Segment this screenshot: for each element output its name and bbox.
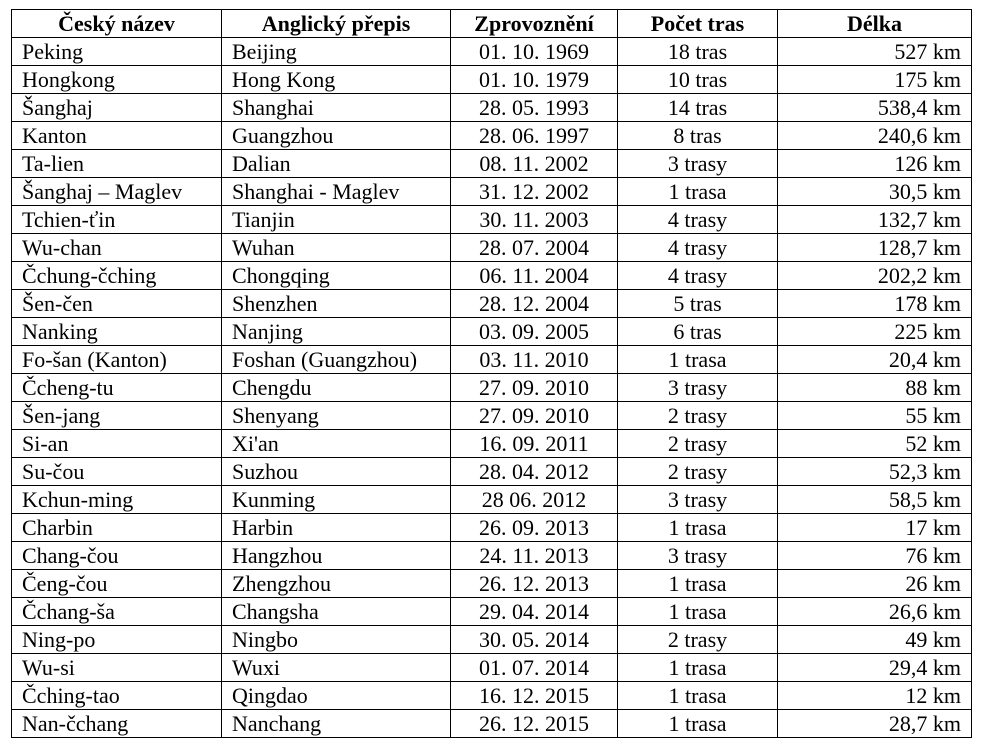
cell-czech-name: Čchang-ša [12, 598, 222, 626]
table-row [12, 178, 972, 206]
cell-routes: 3 trasy [618, 374, 778, 402]
cell-opened: 03. 09. 2005 [451, 318, 618, 346]
table-row [12, 318, 972, 346]
cell-routes: 4 trasy [618, 206, 778, 234]
table-row [12, 570, 972, 598]
header-routes: Počet tras [618, 10, 778, 38]
cell-czech-name: Ning-po [12, 626, 222, 654]
cell-opened: 16. 12. 2015 [451, 682, 618, 710]
cell-routes: 10 tras [618, 66, 778, 94]
cell-english-name: Shenzhen [222, 290, 451, 318]
cell-czech-name: Nanking [12, 318, 222, 346]
table-row [12, 402, 972, 430]
cell-opened: 08. 11. 2002 [451, 150, 618, 178]
cell-opened: 31. 12. 2002 [451, 178, 618, 206]
cell-length: 126 km [778, 150, 972, 178]
cell-routes: 1 trasa [618, 346, 778, 374]
table-row [12, 374, 972, 402]
cell-length: 58,5 km [778, 486, 972, 514]
cell-czech-name: Šanghaj – Maglev [12, 178, 222, 206]
cell-english-name: Xi'an [222, 430, 451, 458]
cell-opened: 01. 10. 1979 [451, 66, 618, 94]
table-row [12, 654, 972, 682]
cell-length: 527 km [778, 38, 972, 66]
cell-opened: 26. 12. 2013 [451, 570, 618, 598]
header-length: Délka [778, 10, 972, 38]
table-row [12, 542, 972, 570]
cell-opened: 24. 11. 2013 [451, 542, 618, 570]
table-row [12, 290, 972, 318]
cell-czech-name: Wu-si [12, 654, 222, 682]
cell-czech-name: Čchung-čching [12, 262, 222, 290]
cell-length: 52 km [778, 430, 972, 458]
cell-opened: 26. 12. 2015 [451, 710, 618, 738]
cell-english-name: Nanjing [222, 318, 451, 346]
cell-czech-name: Čching-tao [12, 682, 222, 710]
cell-czech-name: Si-an [12, 430, 222, 458]
cell-english-name: Foshan (Guangzhou) [222, 346, 451, 374]
cell-opened: 01. 10. 1969 [451, 38, 618, 66]
table-body [12, 38, 972, 738]
cell-english-name: Hangzhou [222, 542, 451, 570]
cell-routes: 1 trasa [618, 514, 778, 542]
cell-english-name: Chongqing [222, 262, 451, 290]
cell-english-name: Chengdu [222, 374, 451, 402]
cell-czech-name: Čeng-čou [12, 570, 222, 598]
table-row [12, 150, 972, 178]
header-english-name: Anglický přepis [222, 10, 451, 38]
table-row [12, 262, 972, 290]
cell-english-name: Nanchang [222, 710, 451, 738]
cell-opened: 27. 09. 2010 [451, 402, 618, 430]
cell-length: 178 km [778, 290, 972, 318]
cell-length: 202,2 km [778, 262, 972, 290]
cell-opened: 01. 07. 2014 [451, 654, 618, 682]
cell-opened: 27. 09. 2010 [451, 374, 618, 402]
cell-length: 17 km [778, 514, 972, 542]
cell-length: 12 km [778, 682, 972, 710]
cell-length: 26,6 km [778, 598, 972, 626]
cell-length: 132,7 km [778, 206, 972, 234]
cell-routes: 1 trasa [618, 598, 778, 626]
cell-opened: 28. 04. 2012 [451, 458, 618, 486]
table-row [12, 346, 972, 374]
table-row [12, 514, 972, 542]
cell-routes: 1 trasa [618, 570, 778, 598]
cell-routes: 3 trasy [618, 486, 778, 514]
cell-opened: 03. 11. 2010 [451, 346, 618, 374]
cell-czech-name: Šen-čen [12, 290, 222, 318]
cell-czech-name: Hongkong [12, 66, 222, 94]
cell-length: 88 km [778, 374, 972, 402]
cell-length: 20,4 km [778, 346, 972, 374]
metro-systems-table [11, 9, 972, 738]
cell-opened: 06. 11. 2004 [451, 262, 618, 290]
cell-length: 52,3 km [778, 458, 972, 486]
cell-opened: 29. 04. 2014 [451, 598, 618, 626]
cell-length: 55 km [778, 402, 972, 430]
cell-length: 49 km [778, 626, 972, 654]
cell-routes: 5 tras [618, 290, 778, 318]
cell-routes: 3 trasy [618, 150, 778, 178]
cell-czech-name: Čcheng-tu [12, 374, 222, 402]
cell-english-name: Wuhan [222, 234, 451, 262]
cell-length: 29,4 km [778, 654, 972, 682]
table-row [12, 458, 972, 486]
cell-opened: 28 06. 2012 [451, 486, 618, 514]
cell-length: 30,5 km [778, 178, 972, 206]
cell-czech-name: Kchun-ming [12, 486, 222, 514]
cell-length: 26 km [778, 570, 972, 598]
cell-routes: 1 trasa [618, 178, 778, 206]
cell-routes: 2 trasy [618, 430, 778, 458]
cell-english-name: Guangzhou [222, 122, 451, 150]
cell-length: 175 km [778, 66, 972, 94]
cell-length: 240,6 km [778, 122, 972, 150]
cell-routes: 2 trasy [618, 626, 778, 654]
cell-length: 128,7 km [778, 234, 972, 262]
cell-czech-name: Kanton [12, 122, 222, 150]
table-row [12, 94, 972, 122]
table-header [12, 10, 972, 38]
cell-czech-name: Šanghaj [12, 94, 222, 122]
cell-czech-name: Chang-čou [12, 542, 222, 570]
cell-english-name: Wuxi [222, 654, 451, 682]
table-row [12, 682, 972, 710]
cell-opened: 28. 06. 1997 [451, 122, 618, 150]
table-row [12, 430, 972, 458]
table-row [12, 206, 972, 234]
cell-routes: 18 tras [618, 38, 778, 66]
cell-routes: 1 trasa [618, 654, 778, 682]
cell-czech-name: Charbin [12, 514, 222, 542]
cell-english-name: Changsha [222, 598, 451, 626]
table-row [12, 66, 972, 94]
cell-czech-name: Peking [12, 38, 222, 66]
cell-length: 538,4 km [778, 94, 972, 122]
cell-czech-name: Nan-čchang [12, 710, 222, 738]
cell-czech-name: Su-čou [12, 458, 222, 486]
cell-english-name: Kunming [222, 486, 451, 514]
cell-english-name: Hong Kong [222, 66, 451, 94]
cell-routes: 4 trasy [618, 262, 778, 290]
cell-english-name: Harbin [222, 514, 451, 542]
cell-routes: 1 trasa [618, 682, 778, 710]
cell-routes: 4 trasy [618, 234, 778, 262]
cell-opened: 28. 05. 1993 [451, 94, 618, 122]
cell-routes: 8 tras [618, 122, 778, 150]
cell-english-name: Ningbo [222, 626, 451, 654]
table-row [12, 626, 972, 654]
cell-english-name: Tianjin [222, 206, 451, 234]
cell-routes: 2 trasy [618, 458, 778, 486]
cell-opened: 30. 11. 2003 [451, 206, 618, 234]
cell-english-name: Shanghai [222, 94, 451, 122]
table-row [12, 710, 972, 738]
header-opened: Zprovoznění [451, 10, 618, 38]
cell-english-name: Qingdao [222, 682, 451, 710]
cell-routes: 3 trasy [618, 542, 778, 570]
cell-opened: 28. 07. 2004 [451, 234, 618, 262]
cell-length: 28,7 km [778, 710, 972, 738]
cell-english-name: Suzhou [222, 458, 451, 486]
cell-english-name: Zhengzhou [222, 570, 451, 598]
cell-english-name: Shanghai - Maglev [222, 178, 451, 206]
cell-czech-name: Šen-jang [12, 402, 222, 430]
cell-english-name: Beijing [222, 38, 451, 66]
cell-opened: 28. 12. 2004 [451, 290, 618, 318]
cell-czech-name: Ta-lien [12, 150, 222, 178]
table-row [12, 234, 972, 262]
cell-opened: 16. 09. 2011 [451, 430, 618, 458]
table-row [12, 122, 972, 150]
table-row [12, 38, 972, 66]
cell-english-name: Shenyang [222, 402, 451, 430]
cell-length: 225 km [778, 318, 972, 346]
cell-routes: 1 trasa [618, 710, 778, 738]
cell-routes: 2 trasy [618, 402, 778, 430]
table-row [12, 486, 972, 514]
cell-english-name: Dalian [222, 150, 451, 178]
cell-routes: 14 tras [618, 94, 778, 122]
header-row [12, 10, 972, 38]
header-czech-name: Český název [12, 10, 222, 38]
cell-czech-name: Wu-chan [12, 234, 222, 262]
cell-routes: 6 tras [618, 318, 778, 346]
cell-length: 76 km [778, 542, 972, 570]
cell-czech-name: Tchien-ťin [12, 206, 222, 234]
cell-opened: 26. 09. 2013 [451, 514, 618, 542]
cell-czech-name: Fo-šan (Kanton) [12, 346, 222, 374]
table-row [12, 598, 972, 626]
cell-opened: 30. 05. 2014 [451, 626, 618, 654]
